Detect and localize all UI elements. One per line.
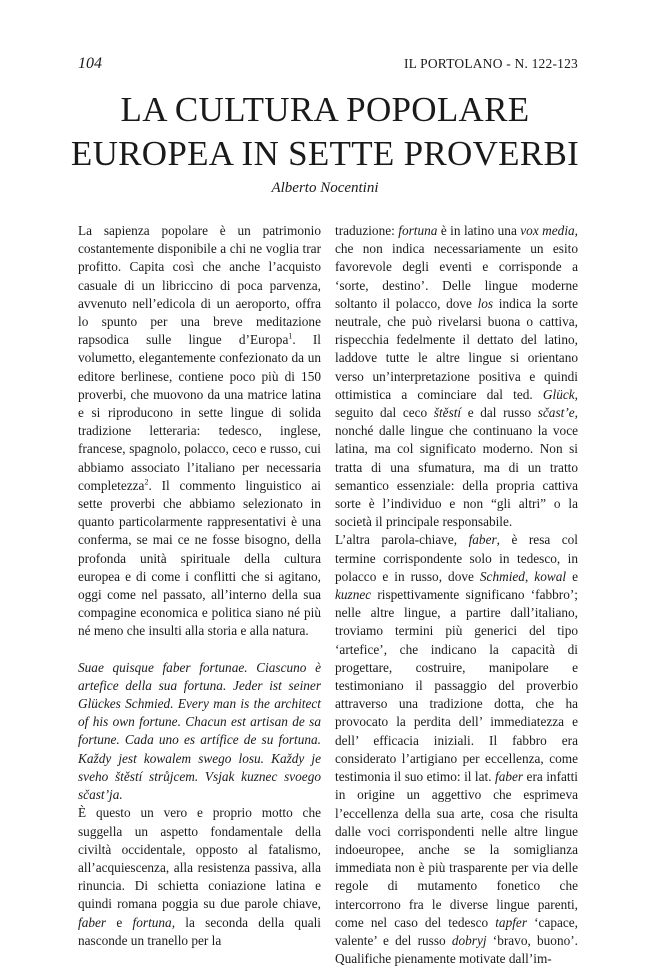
- commentary-text-b: la seconda della quali nasconde un tranello per la: [78, 914, 321, 948]
- fortuna-text-c: , che non indica necessariamente un esito favorevole degli eventi e corrisponde a ‘sorte, destino’. Delle lingue moderne soltanto il polacco, dove: [335, 223, 578, 311]
- term-vox-media: vox media: [520, 223, 575, 238]
- fortuna-text-g: , nonché dalle lingue che continuano la voce latina, ma col significato moderno. Non si tratta di una sfumatura, ma di un tratto semantico essenziale: della propria cattiva sorte è l’individuo e non “gli altri” o la società il principale responsabile.: [335, 405, 578, 530]
- faber-text-g: ‘capace, valente’ e del russo: [335, 914, 578, 948]
- footnote-ref-1[interactable]: 1: [288, 331, 293, 341]
- commentary-text-e: e: [106, 914, 133, 930]
- page-number: 104: [78, 55, 102, 72]
- fortuna-paragraph: [335, 222, 578, 531]
- fortuna-text-a: traduzione:: [335, 223, 399, 238]
- faber-text-h: ‘bravo, buono’. Qualifiche pienamente motivate dall’im-: [335, 932, 578, 967]
- term-dobryj: dobryj: [451, 932, 487, 948]
- term-los: los: [477, 295, 494, 311]
- intro-text-b: . Il volumetto, elegantemente confezionato da un editore berlinese, contiene poco più di 150 proverbi, che muovono da una matrice latina e si riproducono in sette lingue di solida tradizione letteraria: tedesco, inglese, francese, spagnolo, polacco, ceco e russo, cui abbiamo associato l’italiano per necessaria completezza: [78, 332, 321, 493]
- term-faber: faber: [78, 914, 107, 930]
- term-gluck: Glück: [542, 386, 575, 402]
- fortuna-text-d: indica la sorte neutrale, che può rivelarsi buona o cattiva, rispecchia fedelmente il dettato del latino, laddove tutte le altre lingue si orientano verso un’interpretazione positiva e quindi ottimistica a cominciare dal ted.: [335, 295, 578, 402]
- faber-text-d: e: [566, 568, 578, 584]
- term-faber-latin: faber: [495, 769, 524, 785]
- term-kuznec: kuznec: [335, 587, 372, 603]
- term-scast: sčast’e: [537, 405, 575, 421]
- faber-text-b: , è resa col termine corrispondente solo in tedesco, in polacco e in russo, dove: [335, 532, 578, 584]
- journal-title: IL PORTOLANO - N. 122-123: [403, 56, 578, 71]
- term-schmied: Schmied: [479, 568, 525, 584]
- article-author: Alberto Nocentini: [271, 180, 379, 196]
- term-tapfer: tapfer: [495, 914, 527, 930]
- faber-text-c: ,: [524, 568, 535, 584]
- intro-text-c: . Il commento linguistico ai sette proverbi che abbiamo selezionato in quanto particolarmente rappresentativi è una conferma, se mai ce ne fosse bisogno, della profonda unità spirituale della cultura europea e di come i conflitti che si agitano, oggi come nel passato, all’interno della sua compagine economica e politica siano né più né meno che insulti alla storia e alla natura.: [78, 477, 321, 639]
- commentary-text-a: È questo un vero e proprio motto che suggella un aspetto fondamentale della civiltà occidentale, opposto al fatalismo, all’acquiescenza, alla resistenza passiva, alla rinuncia. Di schietta coniazione latina e quindi romana poggia su due parole chiave,: [78, 805, 321, 912]
- faber-text-a: L’altra parola-chiave,: [335, 532, 469, 548]
- running-header: [78, 55, 578, 75]
- article-title-line-2: EUROPEA IN SETTE PROVERBI: [70, 134, 580, 173]
- article-title-line-1: LA CULTURA POPOLARE: [120, 90, 530, 129]
- faber-text-e: rispettivamente significano ‘fabbro’; nelle altre lingue, a partire dall’italiano, troviamo termini più generici del tipo ‘artefice’, che indicano la capacità di progettare, costruire, manipolare e testimoniano il passaggio del proverbio attraverso una tradizione dotta, che ha provocato la perdita dell’ immediatezza e dell’ efficacia iniziali. Il fabbro era considerato l’artigiano per eccellenza, come testimonia il suo etimo: il lat.: [335, 587, 578, 785]
- faber-text-f: era infatti in origine un aggettivo che esprimeva l’eccellenza della sua arte, cosa che risulta dalle voci corrispondenti nelle altre lingue indoeuropee, anche se la somiglianza immediata non è più trasparente per via delle regole di mutamento fonetico che intercorrono fra le diverse lingue parenti, come nel caso del tedesco: [335, 769, 578, 930]
- proverb-paragraph: Suae quisque faber fortunae. Ciascuno è artefice della sua fortuna. Jeder ist seiner Glückes Schmied. Every man is the architect of his own fortune. Chacun est artisan de sa fortune. Cada uno es artífice de su fortuna. Každy jest kowalem swego losu. Každy je sveho štěstí strůjcem. Vsjak kuznec svoego sčast’ja.: [78, 659, 321, 803]
- intro-paragraph: [78, 222, 321, 641]
- fortuna-text-e: , seguito dal ceco: [335, 386, 578, 421]
- left-column: [78, 222, 321, 950]
- footnote-ref-2[interactable]: 2: [144, 477, 149, 487]
- term-kowal: kowal: [534, 568, 567, 584]
- term-stesti: štěstí: [433, 405, 462, 421]
- intro-text-a: La sapienza popolare è un patrimonio costantemente disponibile a chi ne voglia trar profitto. Capita così che anche l’acquisto casuale di un libriccino di poca parvenza, avvenuto nell’edicola di un aeroporto, offra lo spunto per una breve meditazione rapsodica sulle lingue d’Europa: [78, 223, 321, 348]
- faber-paragraph: [335, 531, 578, 968]
- paragraph-spacer: [78, 641, 321, 659]
- term-fortuna: fortuna,: [132, 914, 176, 930]
- term-fortuna: fortuna: [398, 223, 438, 238]
- fortuna-text-b: è in latino una: [437, 223, 521, 238]
- term-faber: faber: [468, 532, 497, 548]
- fortuna-text-f: e dal russo: [461, 405, 538, 421]
- commentary-paragraph: [78, 804, 321, 950]
- right-column: [335, 222, 578, 968]
- article-title: [40, 88, 610, 176]
